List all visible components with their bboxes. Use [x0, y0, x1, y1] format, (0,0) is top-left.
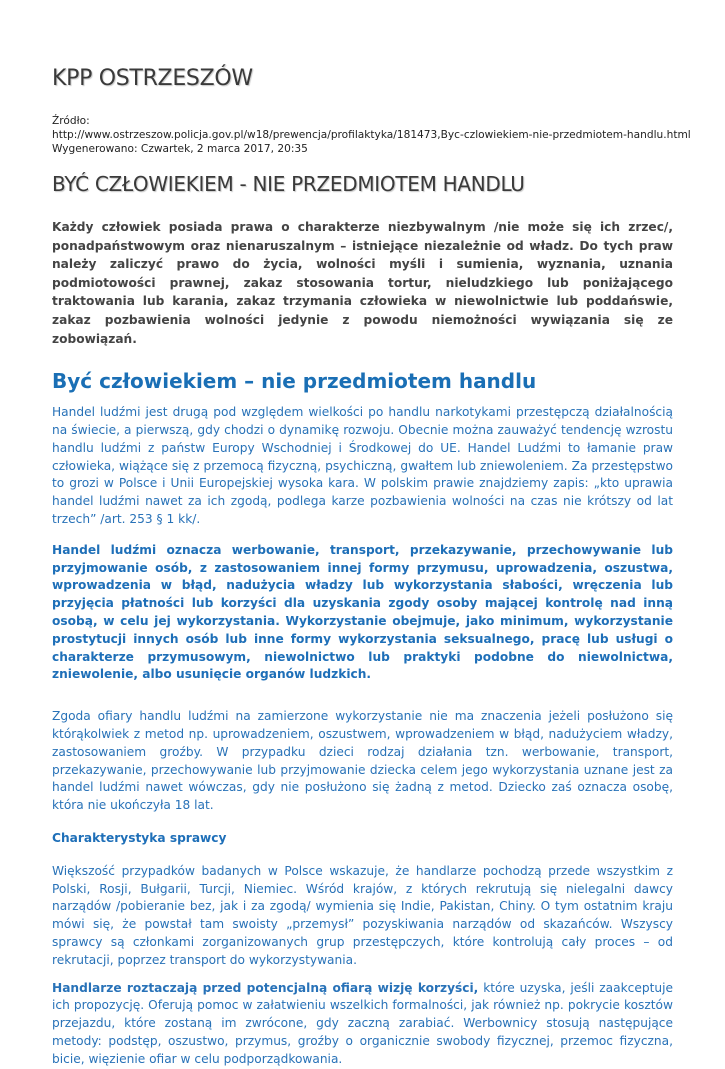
generated-date: Wygenerowano: Czwartek, 2 marca 2017, 20:35	[52, 143, 308, 155]
article-title: BYĆ CZŁOWIEKIEM - NIE PRZEDMIOTEM HANDLU	[52, 172, 525, 196]
paragraph-5	[52, 980, 673, 1069]
paragraph-1: Handel ludźmi jest drugą pod względem wielkości po handlu narkotykami przestępczą działalnością na świecie, a pierwszą, gdy chodzi o dynamikę rozwoju. Obecnie można zauważyć tendencję wzrostu handlu ludźmi z państw Europy Wschodniej i Środkowej do UE. Handel Ludźmi to łamanie praw człowieka, wiążące się z przemocą fizyczną, psychiczną, gwałtem lub zniewoleniem. Za przestępstwo to grozi w Polsce i Unii Europejskiej wysoka kara. W polskim prawie znajdziemy zapis: „kto uprawia handel ludźmi nawet za ich zgodą, podlega karze pozbawienia wolności na czas nie krótszy od lat trzech” /art. 253 § 1 kk/.	[52, 405, 673, 526]
document-meta	[52, 114, 691, 156]
article-heading: Być człowiekiem – nie przedmiotem handlu	[52, 369, 537, 394]
paragraph-2-definition: Handel ludźmi oznacza werbowanie, transport, przekazywanie, przechowywanie lub przyjmowanie osób, z zastosowaniem innej formy przymusu, uprowadzenia, oszustwa, wprowadzenia w błąd, nadużycia władzy lub wykorzystania słabości, wręczenia lub przyjęcia płatności lub korzyści dla uzyskania zgody osoby mającej kontrolę nad inną osobą, w celu jej wykorzystania. Wykorzystanie obejmuje, jako minimum, wykorzystanie prostytucji innych osób lub inne formy wykorzystania seksualnego, pracę lub usługi o charakterze przymusowym, niewolnictwo lub praktyki podobne do niewolnictwa, zniewolenie, albo usunięcie organów ludzkich.	[52, 542, 673, 682]
subheading-perpetrator: Charakterystyka sprawcy	[52, 830, 227, 845]
paragraph-3: Zgoda ofiary handlu ludźmi na zamierzone wykorzystanie nie ma znaczenia jeżeli posłużono się którąkolwiek z metod np. uprowadzeniem, oszustwem, wprowadzeniem w błąd, nadużyciem władzy, zastosowaniem groźby. W przypadku dzieci rodzaj działania tzn. werbowanie, transport, przekazywanie, przechowywanie lub przyjmowanie dziecka celem jego wykorzystania uznane jest za handel ludźmi nawet wówczas, gdy nie posłużono się żadną z metod. Dziecko zaś oznacza osobę, która nie ukończyła 18 lat.	[52, 709, 673, 813]
article-lead: Każdy człowiek posiada prawa o charakterze niezbywalnym /nie może się ich zrzec/, ponadpaństwowym oraz nienaruszalnym – istniejące niezależnie od władz. Do tych praw należy zaliczyć prawo do życia, wolności myśli i sumienia, wyznania, uznania podmiotowości prawnej, zakaz stosowania tortur, nieludzkiego lub poniżającego traktowania lub karania, zakaz trzymania człowieka w niewolnictwie lub poddańswie, zakaz pozbawienia wolności jedynie z powodu niemożności wywiązania się ze zobowiązań.	[52, 220, 673, 346]
paragraph-5-bold: Handlarze roztaczają przed potencjalną ofiarą wizję korzyści,	[52, 980, 479, 995]
site-title: KPP OSTRZESZÓW	[52, 66, 253, 91]
source-url: http://www.ostrzeszow.policja.gov.pl/w18/prewencja/profilaktyka/181473,Byc-czlowiekiem-nie-przedmiotem-handlu.html	[52, 129, 691, 141]
paragraph-5-rest: które uzyska, jeśli zaakceptuje ich propozycję. Oferują pomoc w załatwieniu wszelkich formalności, jak również np. pokrycie kosztów przejazdu, które zostaną im zwrócone, gdy zaczną zarabiać. Werbownicy stosują następujące metody: podstęp, oszustwo, przymus, groźby o organicznie swobody fizycznej, przemoc fizyczna, bicie, więzienie ofiar w celu podporządkowania.	[52, 980, 673, 1066]
paragraph-4: Większość przypadków badanych w Polsce wskazuje, że handlarze pochodzą przede wszystkim z Polski, Rosji, Bułgarii, Turcji, Niemiec. Wśród krajów, z których rekrutują się nielegalni dawcy narządów /pobieranie bez, jak i za zgodą/ wymienia się Indie, Pakistan, Chiny. O tym ostatnim kraju mówi się, że powstał tam swoisty „przemysł” pozyskiwania narządów od skazańców. Wszyscy sprawcy są członkami zorganizowanych grup przestępczych, które kontrolują cały proces – od rekrutacji, poprzez transport do wykorzystywania.	[52, 863, 673, 967]
source-label: Źródło:	[52, 115, 90, 127]
